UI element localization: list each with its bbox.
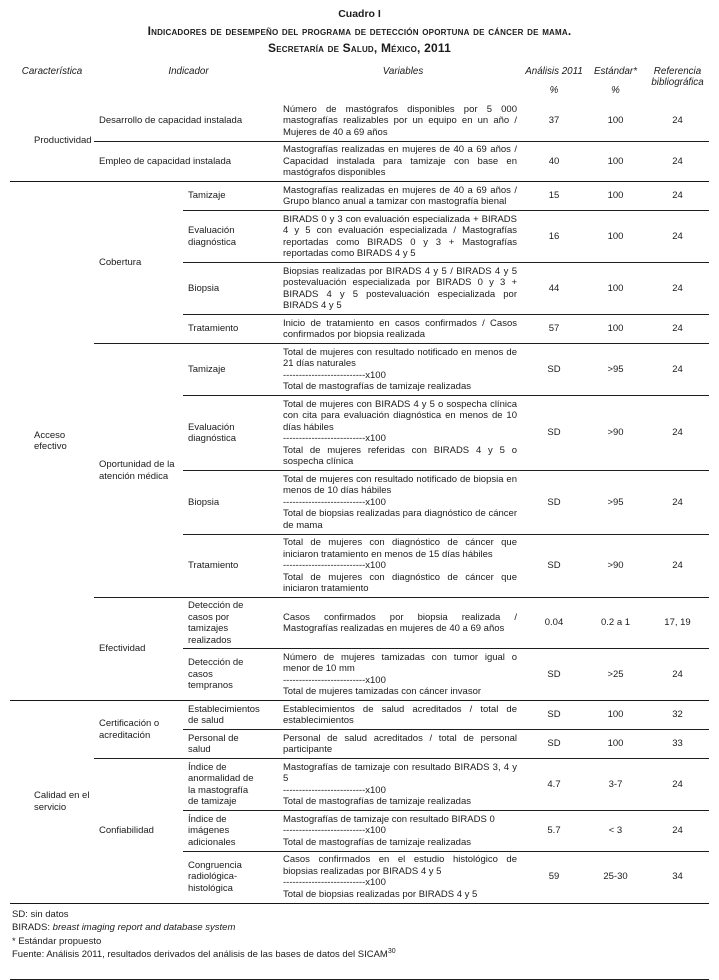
header-label: Característica bbox=[21, 66, 83, 77]
header-referencia bbox=[646, 66, 709, 96]
formula-divider: --------------------------x100 bbox=[283, 877, 386, 888]
variables-cell: Establecimientos de salud acreditados / total de establecimientos bbox=[283, 700, 523, 729]
bottom-rule bbox=[10, 979, 709, 980]
formula-numerator: Total de mujeres con resultado notificado de biopsia en menos de 10 días hábiles bbox=[283, 473, 517, 496]
footnote-birads-prefix: BIRADS: bbox=[12, 922, 53, 933]
footnote-birads-expansion: breast imaging report and database system bbox=[52, 922, 236, 933]
referencia-value: 24 bbox=[646, 343, 709, 395]
indicator-cell: Evaluación diagnóstica bbox=[183, 395, 283, 470]
formula-numerator: Total de mujeres con diagnóstico de cáncer que iniciaron tratamiento en menos de 15 días hábiles bbox=[283, 537, 517, 560]
header-label: Variables bbox=[382, 66, 424, 77]
indicator-cell: Tratamiento bbox=[183, 314, 283, 343]
estandar-value: 100 bbox=[585, 210, 646, 262]
formula-divider: --------------------------x100 bbox=[283, 560, 386, 571]
table-title-block bbox=[10, 8, 709, 55]
table-number: Cuadro I bbox=[338, 8, 381, 20]
estandar-value: 100 bbox=[585, 700, 646, 729]
variables-cell: BIRADS 0 y 3 con evaluación especializada + BIRADS 4 y 5 con evaluación especializada / Mastografías reportadas como BIRADS 0 y 3 + Mastografías reportadas como BIRADS 4 y 5 bbox=[283, 210, 523, 262]
formula-numerator: Mastografías de tamizaje con resultado BIRADS 0 bbox=[283, 813, 495, 825]
indicator-cell: Índice de imágenes adicionales bbox=[183, 810, 283, 851]
formula-divider: --------------------------x100 bbox=[283, 433, 386, 444]
variables-cell bbox=[283, 597, 523, 648]
estandar-value: >90 bbox=[585, 534, 646, 598]
caracteristica-cell: Acceso efectivo bbox=[10, 181, 94, 700]
analisis-value: 16 bbox=[523, 210, 585, 262]
referencia-value: 24 bbox=[646, 534, 709, 598]
indicator-cell: Tratamiento bbox=[183, 534, 283, 598]
table-subtitle: Secretaría de Salud, México, 2011 bbox=[268, 41, 451, 55]
caracteristica-cell: Calidad en el servicio bbox=[10, 700, 94, 903]
analisis-value: 15 bbox=[523, 181, 585, 210]
estandar-value: >25 bbox=[585, 648, 646, 700]
header-estandar bbox=[585, 66, 646, 96]
estandar-value: 100 bbox=[585, 262, 646, 314]
footnote-estandar: * Estándar propuesto bbox=[12, 935, 102, 947]
analisis-value: 37 bbox=[548, 115, 560, 126]
referencia-value: 24 bbox=[646, 648, 709, 700]
indicator-cell: Detección de casos tempranos bbox=[183, 648, 283, 700]
estandar-value: 100 bbox=[585, 729, 646, 758]
analisis-value: SD bbox=[523, 700, 585, 729]
indicator-cell: Tamizaje bbox=[183, 343, 283, 395]
indicator-cell: Empleo de capacidad instalada bbox=[94, 141, 283, 182]
column-header-row bbox=[10, 59, 709, 101]
indicator-cell: Biopsia bbox=[183, 470, 283, 534]
estandar-value: 25-30 bbox=[585, 851, 646, 903]
analisis-value: SD bbox=[523, 343, 585, 395]
analisis-value: 57 bbox=[523, 314, 585, 343]
variables-cell bbox=[283, 395, 523, 470]
variables-cell bbox=[283, 758, 523, 810]
table-title: Indicadores de desempeño del programa de detección oportuna de cáncer de mama. bbox=[147, 24, 572, 38]
estandar-value: 100 bbox=[585, 141, 646, 182]
header-analisis bbox=[523, 66, 585, 96]
referencia-value: 24 bbox=[646, 181, 709, 210]
referencia-value: 24 bbox=[646, 210, 709, 262]
footnote-fuente-superscript: 30 bbox=[387, 947, 396, 955]
indicator-group-cell: Cobertura bbox=[94, 181, 183, 343]
indicator-cell: Índice de anormalidad de la mastografía de tamizaje bbox=[183, 758, 283, 810]
referencia-value: 24 bbox=[646, 810, 709, 851]
indicator-cell: Tamizaje bbox=[183, 181, 283, 210]
header-indicador bbox=[94, 66, 283, 96]
formula-denominator: Total de mastografías de tamizaje realizadas bbox=[283, 796, 471, 807]
analisis-value: SD bbox=[523, 648, 585, 700]
indicator-cell: Biopsia bbox=[183, 262, 283, 314]
analisis-value: SD bbox=[523, 470, 585, 534]
estandar-value: 100 bbox=[585, 314, 646, 343]
referencia-value: 17, 19 bbox=[646, 597, 709, 648]
variables-cell bbox=[283, 810, 523, 851]
header-unit: % bbox=[611, 85, 620, 96]
formula-divider: --------------------------x100 bbox=[283, 369, 386, 381]
estandar-value: 100 bbox=[607, 115, 624, 126]
footnote-fuente-text: Fuente: Análisis 2011, resultados derivados del análisis de las bases de datos del SICAM bbox=[12, 949, 388, 960]
indicator-cell: Evaluación diagnóstica bbox=[183, 210, 283, 262]
indicator-cell: Establecimientos de salud bbox=[183, 700, 283, 729]
analisis-value: SD bbox=[523, 534, 585, 598]
referencia-value: 24 bbox=[646, 470, 709, 534]
formula-divider: --------------------------x100 bbox=[283, 674, 386, 686]
formula-numerator: Total de mujeres con resultado notificado en menos de 21 días naturales bbox=[283, 346, 517, 369]
variables-cell bbox=[283, 470, 523, 534]
variables-cell: Inicio de tratamiento en casos confirmados / Casos confirmados por biopsia realizada bbox=[283, 314, 523, 343]
analisis-value: 5.7 bbox=[523, 810, 585, 851]
analisis-value: 44 bbox=[523, 262, 585, 314]
header-label: Estándar* bbox=[593, 66, 638, 77]
referencia-value: 24 bbox=[672, 115, 683, 126]
formula-numerator: Número de mujeres tamizadas con tumor igual o menor de 10 mm bbox=[283, 651, 517, 674]
estandar-value: >95 bbox=[585, 470, 646, 534]
variables-cell bbox=[283, 648, 523, 700]
indicator-cell: Personal de salud bbox=[183, 729, 283, 758]
formula-denominator: Total de mujeres referidas con BIRADS 4 y 5 o sospecha clínica bbox=[283, 444, 517, 467]
referencia-value: 32 bbox=[646, 700, 709, 729]
referencia-value: 24 bbox=[646, 262, 709, 314]
variables-cell: Biopsias realizadas por BIRADS 4 y 5 / BIRADS 4 y 5 postevaluación especializada por BIRADS 0 y 3 + BIRADS 4 y 5 postevaluación especializada por BIRADS 4 y 5 bbox=[283, 262, 523, 314]
formula-denominator: Total de mujeres con diagnóstico de cáncer que iniciaron tratamiento bbox=[283, 571, 517, 594]
footnote-fuente bbox=[12, 948, 709, 962]
referencia-value: 34 bbox=[646, 851, 709, 903]
analisis-value: 4.7 bbox=[523, 758, 585, 810]
header-label: Referencia bibliográfica bbox=[651, 66, 704, 88]
header-label: Análisis 2011 bbox=[525, 66, 583, 77]
analisis-value: 59 bbox=[523, 851, 585, 903]
header-label: Indicador bbox=[168, 66, 209, 77]
indicator-cell: Congruencia radiológica-histológica bbox=[183, 851, 283, 903]
analisis-value: SD bbox=[523, 395, 585, 470]
variables-cell: Mastografías realizadas en mujeres de 40 a 69 años / Grupo blanco anual a tamizar con mastografía bienal bbox=[283, 181, 523, 210]
formula-divider: --------------------------x100 bbox=[283, 496, 386, 508]
variables-cell: Mastografías realizadas en mujeres de 40 a 69 años / Capacidad instalada para tamizaje con base en mastógrafos disponibles bbox=[283, 141, 523, 182]
variables-cell: Personal de salud acreditados / total de personal participante bbox=[283, 729, 523, 758]
variables-cell bbox=[283, 534, 523, 598]
referencia-value: 24 bbox=[646, 758, 709, 810]
footnote-birads bbox=[12, 921, 709, 935]
referencia-value: 24 bbox=[646, 314, 709, 343]
estandar-value: >95 bbox=[585, 343, 646, 395]
referencia-value: 24 bbox=[646, 141, 709, 182]
analisis-value: SD bbox=[523, 729, 585, 758]
referencia-value: 33 bbox=[646, 729, 709, 758]
formula-numerator: Total de mujeres con BIRADS 4 y 5 o sospecha clínica con cita para evaluación diagnóstica en menos de 10 días hábiles bbox=[283, 398, 517, 433]
formula-denominator: Total de biopsias realizadas para diagnóstico de cáncer de mama bbox=[283, 508, 517, 531]
variables-cell bbox=[283, 851, 523, 903]
formula-denominator: Total de mujeres tamizadas con cáncer invasor bbox=[283, 686, 482, 697]
estandar-value: 0.2 a 1 bbox=[585, 597, 646, 648]
footnote-sd: SD: sin datos bbox=[12, 908, 69, 920]
indicator-group-cell: Efectividad bbox=[94, 597, 183, 700]
estandar-value: 100 bbox=[585, 181, 646, 210]
header-caracteristica bbox=[10, 66, 94, 96]
indicator-group-cell: Oportunidad de la atención médica bbox=[94, 343, 183, 597]
variables-cell: Número de mastógrafos disponibles por 5 000 mastografías realizables por un equipo en un año / Mujeres de 40 a 69 años bbox=[283, 103, 517, 138]
caracteristica-cell: Productividad bbox=[34, 135, 92, 147]
formula-numerator: Casos confirmados en el estudio histológico de biopsias realizadas por BIRADS 4 y 5 bbox=[283, 854, 517, 877]
indicator-cell: Detección de casos por tamizajes realizados bbox=[183, 597, 283, 648]
header-unit: % bbox=[549, 85, 559, 96]
footnotes bbox=[10, 908, 709, 962]
formula-denominator: Total de biopsias realizadas por BIRADS 4 y 5 bbox=[283, 888, 478, 900]
variables-text: Casos confirmados por biopsia realizada / Mastografías realizadas en mujeres de 40 a 69 años bbox=[283, 611, 517, 634]
estandar-value: >90 bbox=[585, 395, 646, 470]
formula-numerator: Mastografías de tamizaje con resultado BIRADS 3, 4 y 5 bbox=[283, 761, 517, 784]
indicator-cell: Desarrollo de capacidad instalada bbox=[99, 115, 243, 126]
formula-denominator: Total de mastografías de tamizaje realizadas bbox=[283, 381, 471, 392]
analisis-value: 40 bbox=[523, 141, 585, 182]
formula-denominator: Total de mastografías de tamizaje realizadas bbox=[283, 836, 471, 848]
indicator-group-cell: Certificación o acreditación bbox=[94, 700, 183, 758]
formula-divider: --------------------------x100 bbox=[283, 784, 386, 796]
referencia-value: 24 bbox=[646, 395, 709, 470]
variables-cell bbox=[283, 343, 523, 395]
estandar-value: 3-7 bbox=[585, 758, 646, 810]
estandar-value: < 3 bbox=[585, 810, 646, 851]
formula-divider: --------------------------x100 bbox=[283, 825, 386, 836]
table-body bbox=[10, 101, 709, 904]
indicator-group-cell: Confiabilidad bbox=[94, 758, 183, 903]
header-variables bbox=[283, 66, 523, 96]
analisis-value: 0.04 bbox=[523, 597, 585, 648]
